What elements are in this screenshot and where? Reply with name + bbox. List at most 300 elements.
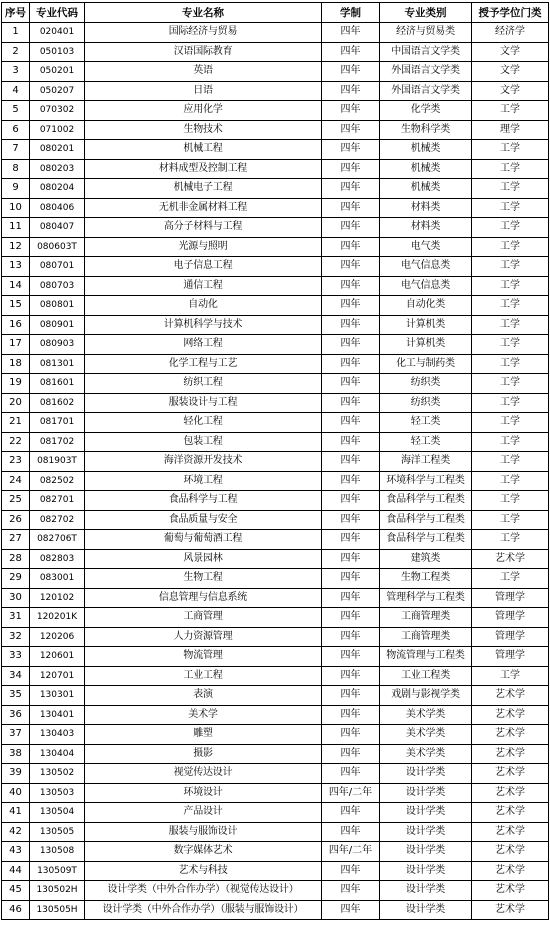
cell-major-name: 环境设计 bbox=[85, 783, 322, 803]
table-row bbox=[2, 413, 549, 433]
cell-duration: 四年 bbox=[322, 62, 380, 82]
cell-duration: 四年 bbox=[322, 198, 380, 218]
cell-code: 130403 bbox=[30, 725, 85, 745]
cell-duration: 四年 bbox=[322, 140, 380, 160]
cell-major-name: 英语 bbox=[85, 62, 322, 82]
cell-degree: 工学 bbox=[472, 530, 549, 550]
cell-degree: 工学 bbox=[472, 276, 549, 296]
cell-duration: 四年 bbox=[322, 881, 380, 901]
cell-index: 28 bbox=[2, 549, 30, 569]
cell-major-name: 艺术与科技 bbox=[85, 861, 322, 881]
cell-duration: 四年 bbox=[322, 276, 380, 296]
cell-category: 机械类 bbox=[380, 179, 472, 199]
table-row bbox=[2, 705, 549, 725]
cell-category: 设计学类 bbox=[380, 764, 472, 784]
cell-code: 080903 bbox=[30, 335, 85, 355]
cell-major-name: 无机非金属材料工程 bbox=[85, 198, 322, 218]
cell-index: 27 bbox=[2, 530, 30, 550]
cell-category: 设计学类 bbox=[380, 881, 472, 901]
cell-index: 9 bbox=[2, 179, 30, 199]
cell-duration: 四年 bbox=[322, 549, 380, 569]
cell-major-name: 生物工程 bbox=[85, 569, 322, 589]
cell-category: 建筑类 bbox=[380, 549, 472, 569]
cell-category: 食品科学与工程类 bbox=[380, 510, 472, 530]
cell-code: 070302 bbox=[30, 101, 85, 121]
cell-duration: 四年 bbox=[322, 803, 380, 823]
table-row bbox=[2, 257, 549, 277]
cell-duration: 四年 bbox=[322, 315, 380, 335]
cell-index: 38 bbox=[2, 744, 30, 764]
table-row bbox=[2, 530, 549, 550]
cell-duration: 四年 bbox=[322, 647, 380, 667]
majors-sheet bbox=[1, 2, 549, 920]
cell-code: 082702 bbox=[30, 510, 85, 530]
table-row bbox=[2, 62, 549, 82]
cell-duration: 四年 bbox=[322, 452, 380, 472]
cell-major-name: 工商管理 bbox=[85, 608, 322, 628]
cell-code: 082706T bbox=[30, 530, 85, 550]
cell-code: 081903T bbox=[30, 452, 85, 472]
table-row bbox=[2, 101, 549, 121]
cell-duration: 四年 bbox=[322, 296, 380, 316]
cell-major-name: 服装与服饰设计 bbox=[85, 822, 322, 842]
cell-code: 080603T bbox=[30, 237, 85, 257]
cell-index: 39 bbox=[2, 764, 30, 784]
cell-index: 1 bbox=[2, 23, 30, 43]
cell-index: 36 bbox=[2, 705, 30, 725]
cell-degree: 艺术学 bbox=[472, 861, 549, 881]
cell-category: 计算机类 bbox=[380, 335, 472, 355]
table-row bbox=[2, 354, 549, 374]
cell-degree: 管理学 bbox=[472, 647, 549, 667]
cell-degree: 工学 bbox=[472, 393, 549, 413]
table-row bbox=[2, 744, 549, 764]
cell-duration: 四年 bbox=[322, 218, 380, 238]
cell-code: 130502 bbox=[30, 764, 85, 784]
cell-duration: 四年 bbox=[322, 257, 380, 277]
cell-major-name: 视觉传达设计 bbox=[85, 764, 322, 784]
cell-duration: 四年 bbox=[322, 471, 380, 491]
cell-index: 34 bbox=[2, 666, 30, 686]
cell-major-name: 应用化学 bbox=[85, 101, 322, 121]
cell-duration: 四年 bbox=[322, 744, 380, 764]
cell-category: 戏剧与影视学类 bbox=[380, 686, 472, 706]
cell-category: 中国语言文学类 bbox=[380, 42, 472, 62]
cell-degree: 工学 bbox=[472, 374, 549, 394]
cell-major-name: 计算机科学与技术 bbox=[85, 315, 322, 335]
cell-code: 071002 bbox=[30, 120, 85, 140]
cell-major-name: 生物技术 bbox=[85, 120, 322, 140]
cell-index: 22 bbox=[2, 432, 30, 452]
cell-code: 081602 bbox=[30, 393, 85, 413]
cell-index: 33 bbox=[2, 647, 30, 667]
cell-code: 081601 bbox=[30, 374, 85, 394]
cell-index: 35 bbox=[2, 686, 30, 706]
cell-degree: 工学 bbox=[472, 101, 549, 121]
cell-major-name: 设计学类（中外合作办学）（视觉传达设计） bbox=[85, 881, 322, 901]
cell-degree: 文学 bbox=[472, 62, 549, 82]
cell-index: 21 bbox=[2, 413, 30, 433]
cell-category: 外国语言文学类 bbox=[380, 62, 472, 82]
cell-index: 31 bbox=[2, 608, 30, 628]
cell-index: 24 bbox=[2, 471, 30, 491]
cell-degree: 艺术学 bbox=[472, 764, 549, 784]
cell-duration: 四年 bbox=[322, 23, 380, 43]
cell-degree: 管理学 bbox=[472, 608, 549, 628]
cell-major-name: 海洋资源开发技术 bbox=[85, 452, 322, 472]
cell-degree: 工学 bbox=[472, 218, 549, 238]
table-body bbox=[2, 23, 549, 920]
cell-duration: 四年 bbox=[322, 413, 380, 433]
table-row bbox=[2, 452, 549, 472]
cell-degree: 艺术学 bbox=[472, 686, 549, 706]
table-row bbox=[2, 783, 549, 803]
cell-degree: 工学 bbox=[472, 510, 549, 530]
cell-category: 生物工程类 bbox=[380, 569, 472, 589]
table-row bbox=[2, 198, 549, 218]
table-row bbox=[2, 237, 549, 257]
table-row bbox=[2, 393, 549, 413]
table-row bbox=[2, 374, 549, 394]
cell-category: 材料类 bbox=[380, 218, 472, 238]
cell-code: 082803 bbox=[30, 549, 85, 569]
cell-category: 化学类 bbox=[380, 101, 472, 121]
cell-index: 40 bbox=[2, 783, 30, 803]
table-row bbox=[2, 608, 549, 628]
cell-duration: 四年 bbox=[322, 374, 380, 394]
cell-category: 材料类 bbox=[380, 198, 472, 218]
cell-major-name: 网络工程 bbox=[85, 335, 322, 355]
cell-major-name: 服装设计与工程 bbox=[85, 393, 322, 413]
cell-code: 130504 bbox=[30, 803, 85, 823]
table-row bbox=[2, 335, 549, 355]
cell-degree: 文学 bbox=[472, 81, 549, 101]
cell-duration: 四年 bbox=[322, 686, 380, 706]
header-index: 序号 bbox=[2, 3, 30, 23]
cell-duration: 四年 bbox=[322, 237, 380, 257]
cell-degree: 艺术学 bbox=[472, 705, 549, 725]
cell-degree: 艺术学 bbox=[472, 900, 549, 920]
cell-major-name: 汉语国际教育 bbox=[85, 42, 322, 62]
majors-table bbox=[1, 2, 549, 920]
cell-index: 43 bbox=[2, 842, 30, 862]
cell-category: 美术学类 bbox=[380, 705, 472, 725]
table-row bbox=[2, 159, 549, 179]
cell-duration: 四年 bbox=[322, 120, 380, 140]
table-row bbox=[2, 296, 549, 316]
table-row bbox=[2, 549, 549, 569]
cell-index: 18 bbox=[2, 354, 30, 374]
cell-code: 130505 bbox=[30, 822, 85, 842]
cell-degree: 工学 bbox=[472, 413, 549, 433]
cell-code: 080703 bbox=[30, 276, 85, 296]
cell-category: 机械类 bbox=[380, 159, 472, 179]
table-row bbox=[2, 471, 549, 491]
cell-degree: 艺术学 bbox=[472, 822, 549, 842]
table-row bbox=[2, 842, 549, 862]
cell-degree: 艺术学 bbox=[472, 881, 549, 901]
cell-duration: 四年 bbox=[322, 393, 380, 413]
cell-index: 29 bbox=[2, 569, 30, 589]
cell-duration: 四年 bbox=[322, 725, 380, 745]
cell-index: 19 bbox=[2, 374, 30, 394]
cell-code: 130505H bbox=[30, 900, 85, 920]
cell-category: 环境科学与工程类 bbox=[380, 471, 472, 491]
table-row bbox=[2, 725, 549, 745]
table-header bbox=[2, 3, 549, 23]
cell-code: 080801 bbox=[30, 296, 85, 316]
cell-code: 082701 bbox=[30, 491, 85, 511]
cell-code: 120102 bbox=[30, 588, 85, 608]
cell-degree: 艺术学 bbox=[472, 725, 549, 745]
cell-code: 130401 bbox=[30, 705, 85, 725]
cell-category: 美术学类 bbox=[380, 744, 472, 764]
cell-code: 130509T bbox=[30, 861, 85, 881]
cell-index: 26 bbox=[2, 510, 30, 530]
cell-major-name: 数字媒体艺术 bbox=[85, 842, 322, 862]
cell-major-name: 材料成型及控制工程 bbox=[85, 159, 322, 179]
cell-category: 工商管理类 bbox=[380, 608, 472, 628]
cell-degree: 管理学 bbox=[472, 627, 549, 647]
cell-code: 130404 bbox=[30, 744, 85, 764]
header-code: 专业代码 bbox=[30, 3, 85, 23]
cell-index: 42 bbox=[2, 822, 30, 842]
cell-major-name: 产品设计 bbox=[85, 803, 322, 823]
cell-major-name: 雕塑 bbox=[85, 725, 322, 745]
table-row bbox=[2, 432, 549, 452]
cell-index: 20 bbox=[2, 393, 30, 413]
cell-duration: 四年 bbox=[322, 588, 380, 608]
cell-degree: 经济学 bbox=[472, 23, 549, 43]
cell-index: 6 bbox=[2, 120, 30, 140]
header-duration: 学制 bbox=[322, 3, 380, 23]
table-row bbox=[2, 900, 549, 920]
cell-duration: 四年 bbox=[322, 900, 380, 920]
cell-major-name: 食品质量与安全 bbox=[85, 510, 322, 530]
cell-index: 11 bbox=[2, 218, 30, 238]
cell-category: 设计学类 bbox=[380, 900, 472, 920]
cell-category: 轻工类 bbox=[380, 413, 472, 433]
cell-duration: 四年 bbox=[322, 491, 380, 511]
cell-index: 5 bbox=[2, 101, 30, 121]
cell-degree: 工学 bbox=[472, 237, 549, 257]
cell-index: 3 bbox=[2, 62, 30, 82]
table-row bbox=[2, 647, 549, 667]
cell-category: 经济与贸易类 bbox=[380, 23, 472, 43]
cell-code: 081701 bbox=[30, 413, 85, 433]
cell-code: 080201 bbox=[30, 140, 85, 160]
cell-duration: 四年 bbox=[322, 159, 380, 179]
cell-duration: 四年 bbox=[322, 42, 380, 62]
cell-duration: 四年 bbox=[322, 530, 380, 550]
cell-duration: 四年 bbox=[322, 705, 380, 725]
cell-degree: 工学 bbox=[472, 666, 549, 686]
cell-duration: 四年 bbox=[322, 822, 380, 842]
cell-index: 13 bbox=[2, 257, 30, 277]
cell-code: 120701 bbox=[30, 666, 85, 686]
header-name: 专业名称 bbox=[85, 3, 322, 23]
cell-duration: 四年/二年 bbox=[322, 783, 380, 803]
cell-category: 生物科学类 bbox=[380, 120, 472, 140]
table-row bbox=[2, 588, 549, 608]
header-category: 专业类别 bbox=[380, 3, 472, 23]
cell-index: 10 bbox=[2, 198, 30, 218]
cell-code: 083001 bbox=[30, 569, 85, 589]
cell-degree: 文学 bbox=[472, 42, 549, 62]
cell-degree: 工学 bbox=[472, 452, 549, 472]
cell-major-name: 包装工程 bbox=[85, 432, 322, 452]
cell-degree: 工学 bbox=[472, 140, 549, 160]
cell-category: 设计学类 bbox=[380, 803, 472, 823]
cell-code: 050207 bbox=[30, 81, 85, 101]
cell-major-name: 人力资源管理 bbox=[85, 627, 322, 647]
cell-duration: 四年/二年 bbox=[322, 842, 380, 862]
cell-degree: 管理学 bbox=[472, 588, 549, 608]
cell-major-name: 信息管理与信息系统 bbox=[85, 588, 322, 608]
table-row bbox=[2, 686, 549, 706]
cell-duration: 四年 bbox=[322, 81, 380, 101]
cell-major-name: 自动化 bbox=[85, 296, 322, 316]
cell-index: 7 bbox=[2, 140, 30, 160]
cell-major-name: 物流管理 bbox=[85, 647, 322, 667]
table-row bbox=[2, 315, 549, 335]
cell-code: 050201 bbox=[30, 62, 85, 82]
cell-code: 080407 bbox=[30, 218, 85, 238]
cell-major-name: 美术学 bbox=[85, 705, 322, 725]
cell-degree: 工学 bbox=[472, 335, 549, 355]
cell-index: 32 bbox=[2, 627, 30, 647]
cell-category: 计算机类 bbox=[380, 315, 472, 335]
cell-duration: 四年 bbox=[322, 861, 380, 881]
cell-duration: 四年 bbox=[322, 510, 380, 530]
cell-degree: 艺术学 bbox=[472, 803, 549, 823]
cell-duration: 四年 bbox=[322, 569, 380, 589]
cell-index: 17 bbox=[2, 335, 30, 355]
cell-category: 电气信息类 bbox=[380, 257, 472, 277]
table-row bbox=[2, 81, 549, 101]
cell-duration: 四年 bbox=[322, 627, 380, 647]
table-row bbox=[2, 179, 549, 199]
cell-index: 14 bbox=[2, 276, 30, 296]
cell-category: 设计学类 bbox=[380, 861, 472, 881]
header-degree: 授予学位门类 bbox=[472, 3, 549, 23]
cell-code: 120206 bbox=[30, 627, 85, 647]
cell-degree: 工学 bbox=[472, 159, 549, 179]
cell-index: 41 bbox=[2, 803, 30, 823]
cell-degree: 工学 bbox=[472, 179, 549, 199]
table-row bbox=[2, 627, 549, 647]
cell-index: 16 bbox=[2, 315, 30, 335]
cell-major-name: 机械工程 bbox=[85, 140, 322, 160]
cell-code: 082502 bbox=[30, 471, 85, 491]
cell-code: 130301 bbox=[30, 686, 85, 706]
cell-index: 45 bbox=[2, 881, 30, 901]
cell-index: 15 bbox=[2, 296, 30, 316]
cell-index: 12 bbox=[2, 237, 30, 257]
cell-major-name: 工业工程 bbox=[85, 666, 322, 686]
cell-major-name: 国际经济与贸易 bbox=[85, 23, 322, 43]
cell-index: 4 bbox=[2, 81, 30, 101]
table-row bbox=[2, 764, 549, 784]
cell-category: 外国语言文学类 bbox=[380, 81, 472, 101]
cell-degree: 工学 bbox=[472, 354, 549, 374]
cell-duration: 四年 bbox=[322, 764, 380, 784]
cell-major-name: 机械电子工程 bbox=[85, 179, 322, 199]
cell-code: 080406 bbox=[30, 198, 85, 218]
cell-duration: 四年 bbox=[322, 101, 380, 121]
cell-code: 130508 bbox=[30, 842, 85, 862]
cell-code: 050103 bbox=[30, 42, 85, 62]
cell-degree: 艺术学 bbox=[472, 744, 549, 764]
cell-code: 081702 bbox=[30, 432, 85, 452]
cell-degree: 工学 bbox=[472, 569, 549, 589]
cell-major-name: 食品科学与工程 bbox=[85, 491, 322, 511]
cell-category: 工商管理类 bbox=[380, 627, 472, 647]
cell-major-name: 表演 bbox=[85, 686, 322, 706]
cell-category: 设计学类 bbox=[380, 783, 472, 803]
cell-code: 080901 bbox=[30, 315, 85, 335]
table-row bbox=[2, 120, 549, 140]
cell-index: 25 bbox=[2, 491, 30, 511]
cell-degree: 工学 bbox=[472, 257, 549, 277]
cell-code: 020401 bbox=[30, 23, 85, 43]
header-row bbox=[2, 3, 549, 23]
table-row bbox=[2, 276, 549, 296]
cell-category: 纺织类 bbox=[380, 393, 472, 413]
cell-major-name: 环境工程 bbox=[85, 471, 322, 491]
cell-category: 自动化类 bbox=[380, 296, 472, 316]
table-row bbox=[2, 861, 549, 881]
cell-category: 电气信息类 bbox=[380, 276, 472, 296]
cell-duration: 四年 bbox=[322, 354, 380, 374]
cell-category: 机械类 bbox=[380, 140, 472, 160]
cell-category: 设计学类 bbox=[380, 822, 472, 842]
cell-code: 080204 bbox=[30, 179, 85, 199]
table-row bbox=[2, 510, 549, 530]
cell-code: 081301 bbox=[30, 354, 85, 374]
cell-major-name: 设计学类（中外合作办学）（服装与服饰设计） bbox=[85, 900, 322, 920]
table-row bbox=[2, 803, 549, 823]
cell-category: 海洋工程类 bbox=[380, 452, 472, 472]
cell-degree: 工学 bbox=[472, 315, 549, 335]
cell-category: 轻工类 bbox=[380, 432, 472, 452]
cell-degree: 工学 bbox=[472, 471, 549, 491]
cell-index: 37 bbox=[2, 725, 30, 745]
cell-major-name: 纺织工程 bbox=[85, 374, 322, 394]
cell-major-name: 摄影 bbox=[85, 744, 322, 764]
cell-major-name: 电子信息工程 bbox=[85, 257, 322, 277]
cell-category: 食品科学与工程类 bbox=[380, 530, 472, 550]
cell-category: 食品科学与工程类 bbox=[380, 491, 472, 511]
cell-duration: 四年 bbox=[322, 432, 380, 452]
cell-major-name: 高分子材料与工程 bbox=[85, 218, 322, 238]
cell-degree: 工学 bbox=[472, 198, 549, 218]
cell-code: 120601 bbox=[30, 647, 85, 667]
cell-index: 46 bbox=[2, 900, 30, 920]
cell-degree: 理学 bbox=[472, 120, 549, 140]
cell-duration: 四年 bbox=[322, 666, 380, 686]
cell-duration: 四年 bbox=[322, 335, 380, 355]
cell-code: 080701 bbox=[30, 257, 85, 277]
cell-code: 080203 bbox=[30, 159, 85, 179]
table-row bbox=[2, 881, 549, 901]
cell-major-name: 光源与照明 bbox=[85, 237, 322, 257]
cell-degree: 艺术学 bbox=[472, 549, 549, 569]
cell-degree: 工学 bbox=[472, 491, 549, 511]
cell-category: 设计学类 bbox=[380, 842, 472, 862]
cell-duration: 四年 bbox=[322, 179, 380, 199]
cell-degree: 工学 bbox=[472, 432, 549, 452]
